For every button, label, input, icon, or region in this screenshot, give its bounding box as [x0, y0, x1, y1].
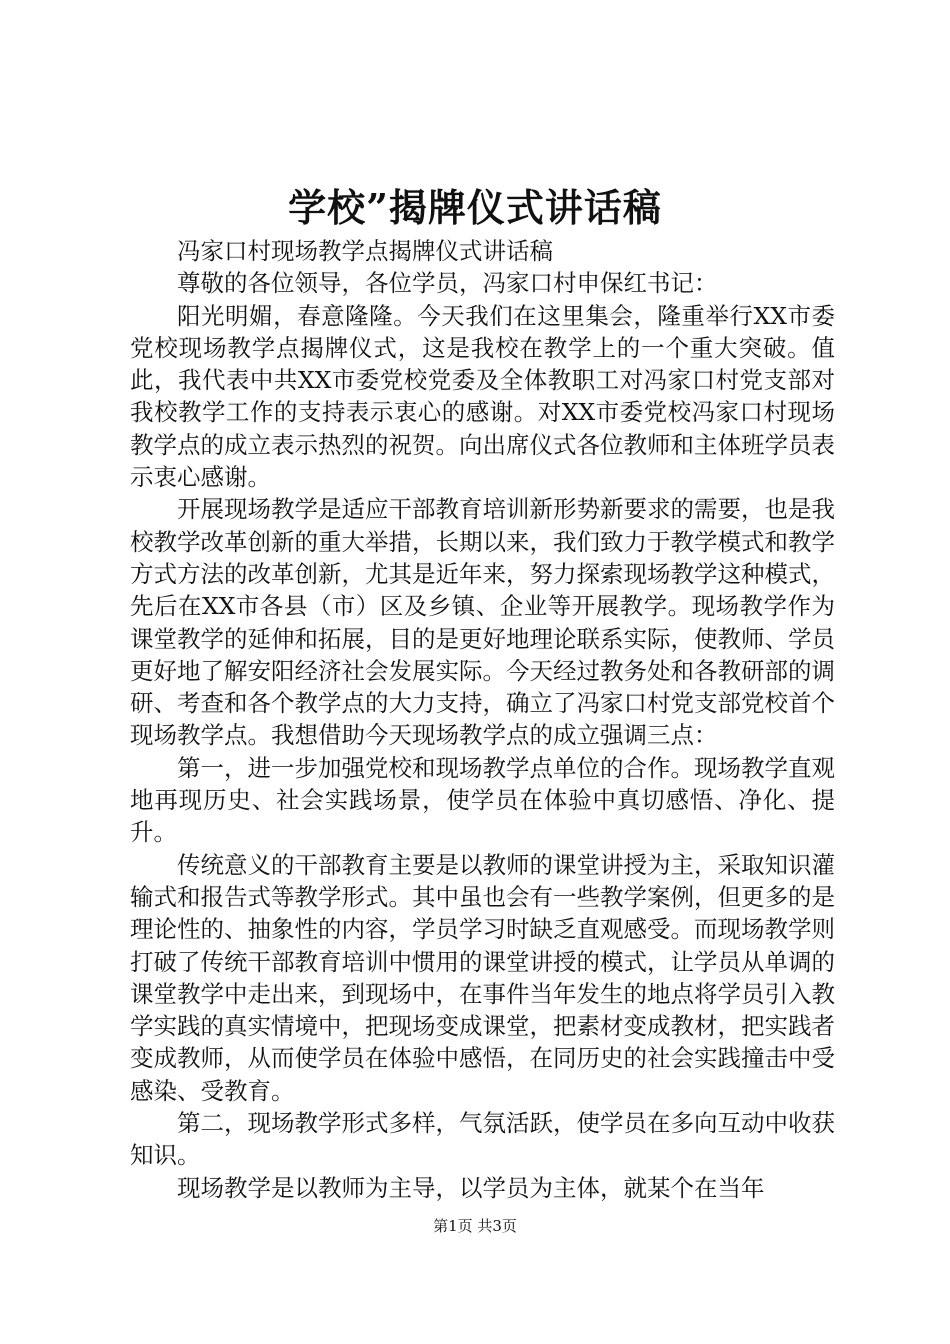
document-body [130, 235, 835, 1204]
document-title: 学校”揭牌仪式讲话稿 [288, 185, 662, 230]
paragraph: 阳光明媚，春意隆隆。今天我们在这里集会，隆重举行XX市委党校现场教学点揭牌仪式，这是我校在教学上的一个重大突破。值此，我代表中共XX市委党校党委及全体教职工对冯家口村党支部对我校教学工作的支持表示衷心的感谢。对XX市委党校冯家口村现场教学点的成立表示热烈的祝贺。向出席仪式各位教师和主体班学员表示衷心感谢。 [130, 301, 835, 492]
paragraph: 现场教学是以教师为主导，以学员为主体，就某个在当年 [177, 1173, 765, 1202]
paragraph: 传统意义的干部教育主要是以教师的课堂讲授为主，采取知识灌输式和报告式等教学形式。其中虽也会有一些教学案例，但更多的是理论性的、抽象性的内容，学员学习时缺乏直观感受。而现场教学则打破了传统干部教育培训中惯用的课堂讲授的模式，让学员从单调的课堂教学中走出来，到现场中，在事件当年发生的地点将学员引入教学实践的真实情境中，把现场变成课堂，把素材变成教材，把实践者变成教师，从而使学员在体验中感悟，在同历史的社会实践撞击中受感染、受教育。 [130, 850, 835, 1105]
page-number-footer: 第1页 共3页 [433, 1217, 517, 1235]
paragraph: 第一，进一步加强党校和现场教学点单位的合作。现场教学直观地再现历史、社会实践场景，使学员在体验中真切感悟、净化、提升。 [130, 753, 835, 847]
paragraph-subtitle: 冯家口村现场教学点揭牌仪式讲话稿 [177, 237, 553, 265]
paragraph: 第二，现场教学形式多样，气氛活跃，使学员在多向互动中收获知识。 [130, 1109, 835, 1170]
paragraph: 开展现场教学是适应干部教育培训新形势新要求的需要，也是我校教学改革创新的重大举措，长期以来，我们致力于教学模式和教学方式方法的改革创新，尤其是近年来，努力探索现场教学这种模式，先后在XX市各县（市）区及乡镇、企业等开展教学。现场教学作为课堂教学的延伸和拓展，目的是更好地理论联系实际，使教师、学员更好地了解安阳经济社会发展实际。今天经过教务处和各教研部的调研、考查和各个教学点的大力支持，确立了冯家口村党支部党校首个现场教学点。我想借助今天现场教学点的成立强调三点： [130, 495, 835, 750]
paragraph-salutation: 尊敬的各位领导，各位学员，冯家口村申保红书记： [177, 269, 718, 298]
